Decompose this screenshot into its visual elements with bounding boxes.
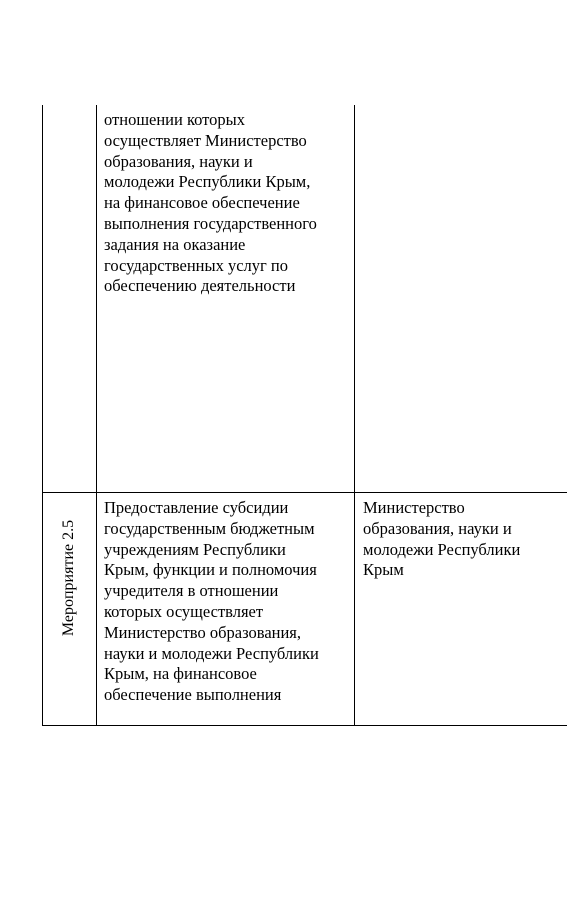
table-border-bottom	[42, 725, 567, 726]
table-row-divider	[42, 492, 567, 493]
table-border-left	[42, 105, 43, 726]
row-top-description: отношении которых осуществляет Министерство образования, науки и молодежи Республики Крым, на финансовое обеспечение выполнения государственного задания на оказание государственных услуг по обеспечению деятельности	[104, 110, 317, 296]
table-border-col1	[96, 105, 97, 726]
table-border-col2	[354, 105, 355, 726]
row-bottom-description: Предоставление субсидии государственным бюджетным учреждениям Республики Крым, функции и полномочия учредителя в отношении которых осуществляет Министерство образования, науки и молодежи Республики Крым, на финансовое обеспечение выполнения	[104, 498, 319, 705]
row-bottom-executor: Министерство образования, науки и молодежи Республики Крым	[363, 498, 521, 580]
row-bottom-activity-label: Мероприятие 2.5	[60, 519, 77, 637]
